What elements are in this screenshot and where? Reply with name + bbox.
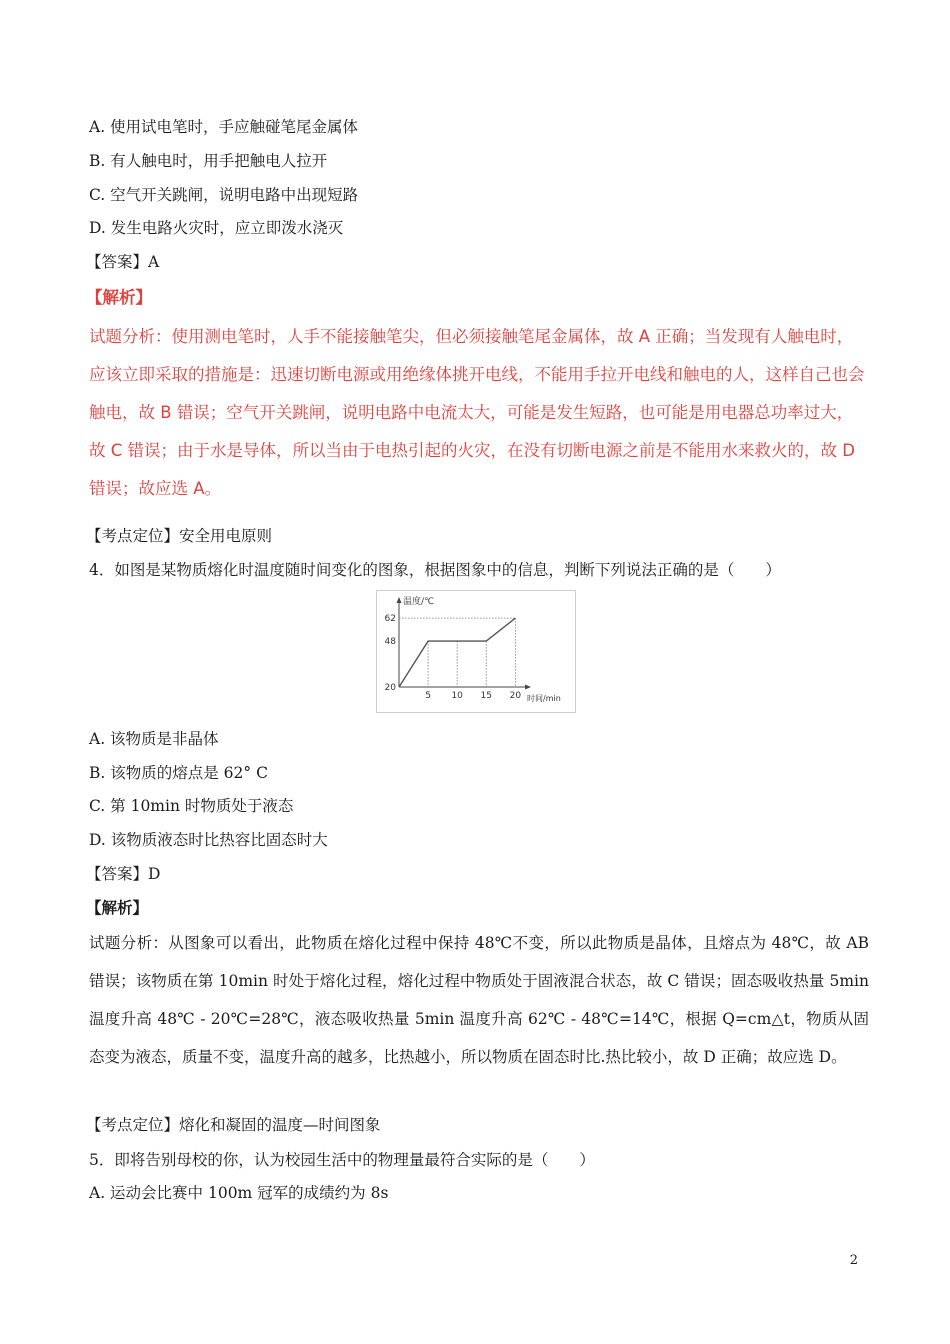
q4-analysis-text: 试题分析：从图象可以看出，此物质在熔化过程中保持 48℃不变，所以此物质是晶体，且熔点为 48℃，故 AB 错误；该物质在第 10min 时处于熔化过程，熔化过程中物质处于固液混合状态，故 C 错误；固态吸收热量 5min 温度升高 48℃ - 20℃=28℃，液态吸收热量 5min 温度升高 62℃ - 48℃=14℃，根据 Q=cm△t，物质从固态变为液态，质量不变，温度升高的越多，比热越小，所以物质在固态时比.热比较小，故 D 正确；故应选 D。 <box>89 934 869 1066</box>
x-tick-label: 20 <box>509 691 522 701</box>
x-tick-label: 5 <box>425 691 431 701</box>
q5-stem: 5．即将告别母校的你，认为校园生活中的物理量最符合实际的是（ ） <box>89 1151 595 1169</box>
q3-option-a: A. 使用试电笔时，手应触碰笔尾金属体 <box>89 118 359 136</box>
q3-option-d: D. 发生电路火灾时，应立即泼水浇灭 <box>89 219 344 237</box>
q4-analysis-label: 【解析】 <box>86 898 149 917</box>
q4-stem: 4．如图是某物质熔化时温度随时间变化的图象，根据图象中的信息，判断下列说法正确的是（ ） <box>89 561 781 579</box>
y-tick-label: 48 <box>384 637 396 648</box>
q4-option-a: A. 该物质是非晶体 <box>89 730 219 748</box>
q3-analysis-label: 【解析】 <box>86 288 152 307</box>
q4-option-b: B. 该物质的熔点是 62° C <box>89 764 268 782</box>
x-axis-label: 时间/min <box>527 694 561 703</box>
melting-chart-svg <box>377 591 575 712</box>
y-tick-label: 62 <box>384 614 396 625</box>
q3-kaodian: 【考点定位】安全用电原则 <box>86 527 273 545</box>
q3-analysis-text: 试题分析：使用测电笔时，人手不能接触笔尖，但必须接触笔尾金属体，故 A 正确；当发现有人触电时，应该立即采取的措施是：迅速切断电源或用绝缘体挑开电线，不能用手拉开电线和触电的人，这样自己也会触电，故 B 错误；空气开关跳闸，说明电路中电流太大，可能是发生短路，也可能是用电器总功率过大，故 C 错误；由于水是导体，所以当由于电热引起的火灾，在没有切断电源之前是不能用水来救火的，故 D 错误；故应选 A。 <box>89 327 865 498</box>
q4-answer: 【答案】D <box>86 865 161 883</box>
page-number: 2 <box>849 1253 858 1268</box>
q4-option-c: C. 第 10min 时物质处于液态 <box>89 797 294 815</box>
q3-option-b: B. 有人触电时，用手把触电人拉开 <box>89 152 328 170</box>
q4-option-d: D. 该物质液态时比热容比固态时大 <box>89 831 328 849</box>
x-axis-arrow <box>525 685 531 690</box>
y-tick-label: 20 <box>384 683 396 693</box>
temperature-line <box>399 618 515 687</box>
y-axis-arrow <box>397 597 402 603</box>
q3-answer: 【答案】A <box>86 253 160 271</box>
y-axis-label: 温度/℃ <box>403 597 435 607</box>
q4-kaodian: 【考点定位】熔化和凝固的温度—时间图象 <box>86 1116 381 1134</box>
x-tick-label: 15 <box>480 691 492 701</box>
q5-option-a: A. 运动会比赛中 100m 冠军的成绩约为 8s <box>89 1184 389 1202</box>
q3-option-c: C. 空气开关跳闸，说明电路中出现短路 <box>89 186 359 204</box>
melting-chart <box>376 590 576 713</box>
x-tick-label: 10 <box>451 691 463 701</box>
